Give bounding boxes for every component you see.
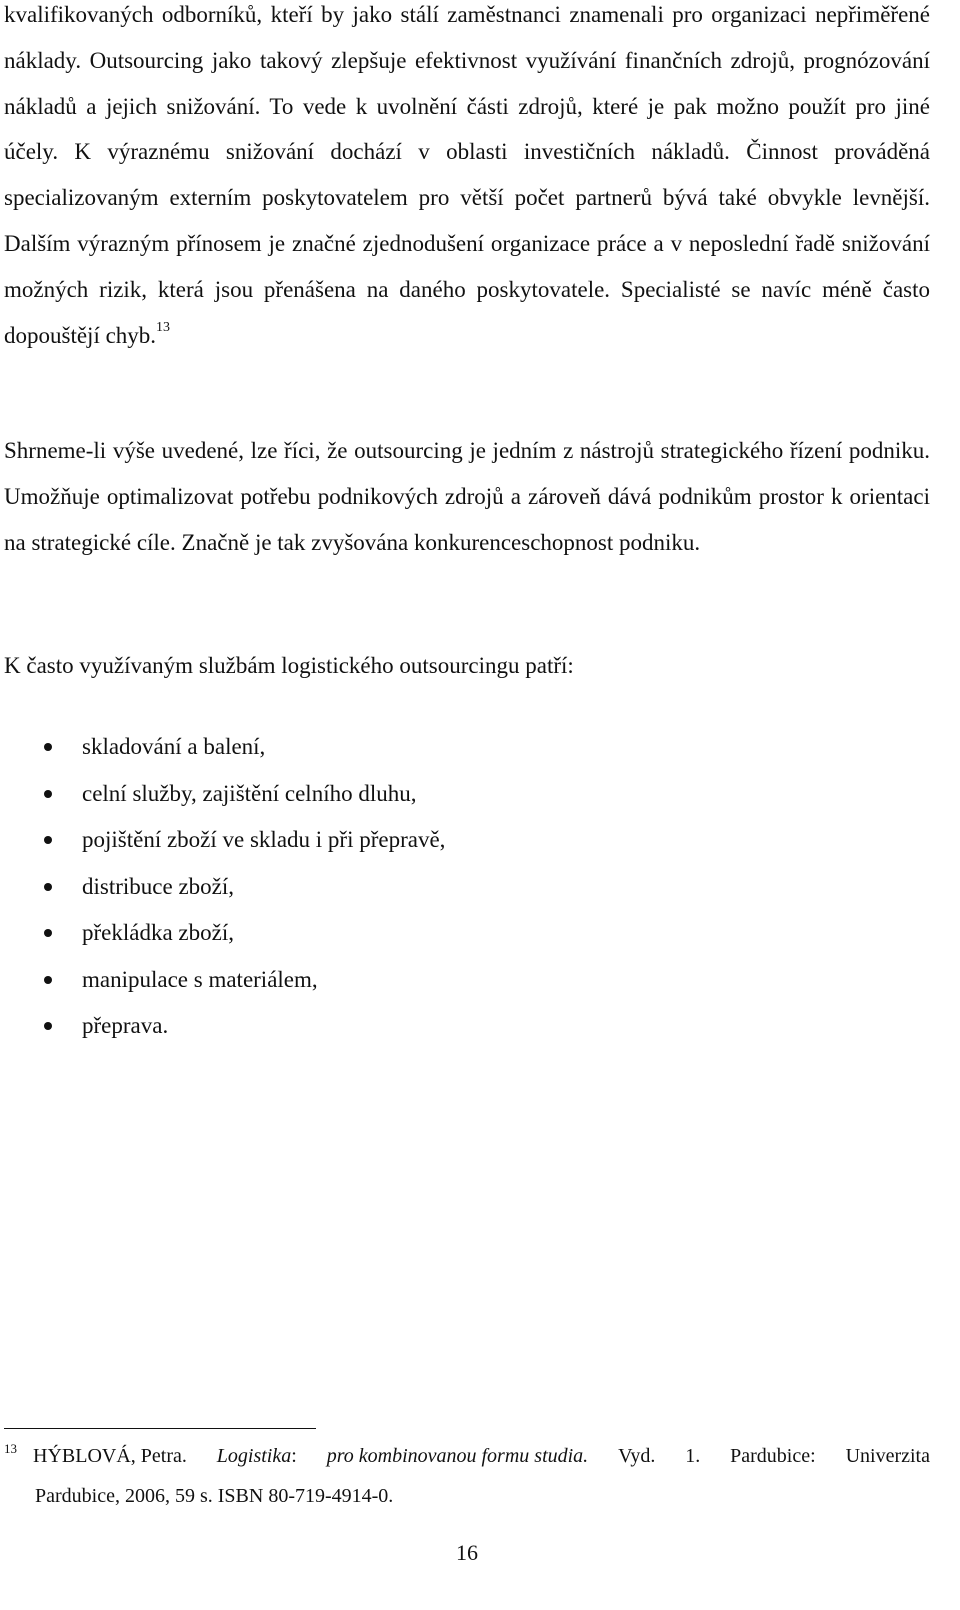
footnote bbox=[4, 1437, 930, 1516]
footnote-edition: Vyd. bbox=[618, 1445, 656, 1467]
list-item-text: skladování a balení, bbox=[82, 734, 266, 759]
list-item-text: manipulace s materiálem, bbox=[82, 966, 318, 992]
list-item-text: přeprava. bbox=[82, 1013, 169, 1038]
page-number: 16 bbox=[456, 1540, 478, 1565]
list-item bbox=[4, 817, 445, 864]
footnote-separator bbox=[4, 1428, 316, 1429]
body-paragraph-1 bbox=[4, 0, 930, 358]
list-item bbox=[4, 1003, 445, 1050]
bullet-icon bbox=[44, 836, 52, 844]
footnote-subtitle: pro kombinovanou formu studia. bbox=[326, 1445, 589, 1467]
footnote-title: Logistika bbox=[216, 1445, 292, 1467]
footnote-line-1 bbox=[4, 1437, 930, 1477]
footnote-publisher: Univerzita bbox=[845, 1445, 930, 1467]
body-paragraph-2: Shrneme-li výše uvedené, lze říci, že outsourcing je jedním z nástrojů strategického řízení podniku. Umožňuje optimalizovat potřebu podnikových zdrojů a zároveň dává podnikům prostor k orientaci na strategické cíle. Značně je tak zvyšována konkurenceschopnost podniku. bbox=[4, 438, 930, 555]
footnote-reference[interactable]: 13 bbox=[156, 319, 171, 335]
footnote-edition-number: 1. bbox=[685, 1445, 701, 1467]
paragraph-text: kvalifikovaných odborníků, kteří by jako stálí zaměstnanci znamenali pro organizaci nepřiměřené náklady. Outsourcing jako takový zlepšuje efektivnost využívání finančních zdrojů, prognózování nákladů a jejich snižování. To vede k uvolnění části zdrojů, které je pak možno použít pro jiné účely. K výraznému snižování dochází v oblasti investičních nákladů. Činnost prováděná specializovaným externím poskytovatelem pro větší počet partnerů bývá také obvykle levnější. Dalším výrazným přínosem je značné zjednodušení organizace práce a v neposlední řadě snižování možných rizik, která jsou přenášena na daného poskytovatele. Specialisté se navíc méně často dopouštějí chyb. bbox=[4, 2, 930, 348]
footnote-number: 13 bbox=[4, 1441, 17, 1456]
list-item-text: distribuce zboží, bbox=[82, 873, 235, 899]
bullet-icon bbox=[44, 743, 52, 751]
list-item bbox=[4, 864, 445, 911]
list-item-text: celní služby, zajištění celního dluhu, bbox=[82, 780, 417, 806]
footnote-title-group bbox=[217, 1437, 297, 1476]
bullet-icon bbox=[44, 1022, 52, 1030]
list-item-text: pojištění zboží ve skladu i při přepravě, bbox=[82, 827, 446, 852]
bullet-icon bbox=[44, 883, 52, 891]
bullet-icon bbox=[44, 929, 52, 937]
footnote-colon: : bbox=[291, 1445, 297, 1467]
bullet-icon bbox=[44, 976, 52, 984]
services-list bbox=[4, 724, 445, 1050]
list-item bbox=[4, 724, 445, 771]
footnote-place: Pardubice: bbox=[730, 1445, 816, 1467]
bullet-icon bbox=[44, 790, 52, 798]
footnote-line-2: Pardubice, 2006, 59 s. ISBN 80-719-4914-0. bbox=[35, 1485, 394, 1507]
list-item-text: překládka zboží, bbox=[82, 920, 234, 945]
list-item bbox=[4, 910, 445, 957]
list-item bbox=[4, 771, 445, 818]
footnote-start bbox=[4, 1437, 187, 1477]
list-item bbox=[4, 957, 445, 1004]
footnote-author: HÝBLOVÁ, Petra. bbox=[33, 1445, 187, 1467]
list-intro: K často využívaným službám logistického outsourcingu patří: bbox=[4, 653, 574, 678]
